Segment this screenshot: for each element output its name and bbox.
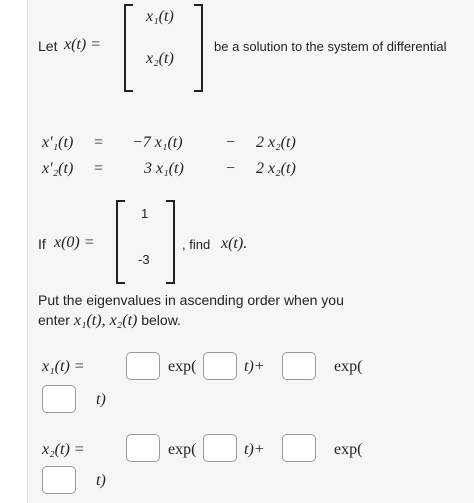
x1-eigenvalue-1-input[interactable] bbox=[203, 352, 237, 380]
find-text: , find bbox=[182, 237, 211, 252]
x2-prime-label: x′₂(t) bbox=[42, 160, 74, 177]
instructions-line-1: Put the eigenvalues in ascending order when you bbox=[38, 292, 344, 308]
x2-answer-label: x₂(t) = bbox=[42, 441, 85, 458]
x2-coefficient-1-input[interactable] bbox=[126, 434, 160, 462]
equals-sign: = bbox=[94, 134, 104, 151]
instructions-vars: x₁(t), x₂(t) bbox=[73, 312, 138, 329]
x1-answer-label: x₁(t) = bbox=[42, 358, 85, 375]
x1-eigenvalue-2-input[interactable] bbox=[42, 385, 76, 413]
x-of-t-label: x(t) = bbox=[64, 36, 101, 53]
exp-label: exp( bbox=[334, 441, 363, 458]
matrix-x2-entry: x₂(t) bbox=[146, 50, 174, 67]
x1-coefficient-2-input[interactable] bbox=[282, 352, 316, 380]
matrix-x1-entry: x₁(t) bbox=[146, 8, 174, 25]
operator: − bbox=[226, 160, 236, 177]
initial-left-bracket bbox=[116, 200, 125, 284]
find-variable: x(t). bbox=[221, 235, 248, 252]
instructions-below: below. bbox=[141, 312, 181, 328]
initial-top-value: 1 bbox=[141, 206, 149, 221]
t-close-label: t) bbox=[96, 472, 106, 489]
initial-right-bracket bbox=[166, 200, 175, 284]
t-plus-label: t)+ bbox=[244, 441, 265, 458]
instructions-enter: enter bbox=[38, 312, 70, 328]
operator: − bbox=[226, 134, 236, 151]
equals-sign: = bbox=[94, 160, 104, 177]
x2-eigenvalue-1-input[interactable] bbox=[203, 434, 237, 462]
initial-bottom-value: -3 bbox=[138, 252, 150, 267]
exp-label: exp( bbox=[334, 358, 363, 375]
term-2: 2 x₂(t) bbox=[256, 160, 296, 177]
exp-label: exp( bbox=[168, 441, 197, 458]
exp-label: exp( bbox=[168, 358, 197, 375]
t-plus-label: t)+ bbox=[244, 358, 265, 375]
t-close-label: t) bbox=[96, 391, 106, 408]
if-label: If bbox=[38, 236, 46, 252]
x1-coefficient-1-input[interactable] bbox=[126, 352, 160, 380]
term-2: 2 x₂(t) bbox=[256, 134, 296, 151]
matrix-left-bracket bbox=[124, 4, 133, 92]
x1-prime-label: x′₁(t) bbox=[42, 134, 74, 151]
x-of-0-label: x(0) = bbox=[54, 234, 95, 251]
let-label: Let bbox=[38, 38, 58, 54]
system-description: be a solution to the system of differential bbox=[214, 39, 447, 54]
x2-coefficient-2-input[interactable] bbox=[282, 434, 316, 462]
term-1: −7 x₁(t) bbox=[132, 134, 183, 151]
problem-panel bbox=[27, 0, 474, 503]
instructions-line-2 bbox=[38, 312, 181, 330]
matrix-right-bracket bbox=[194, 4, 203, 92]
x2-eigenvalue-2-input[interactable] bbox=[42, 466, 76, 494]
term-1: 3 x₁(t) bbox=[144, 160, 184, 177]
